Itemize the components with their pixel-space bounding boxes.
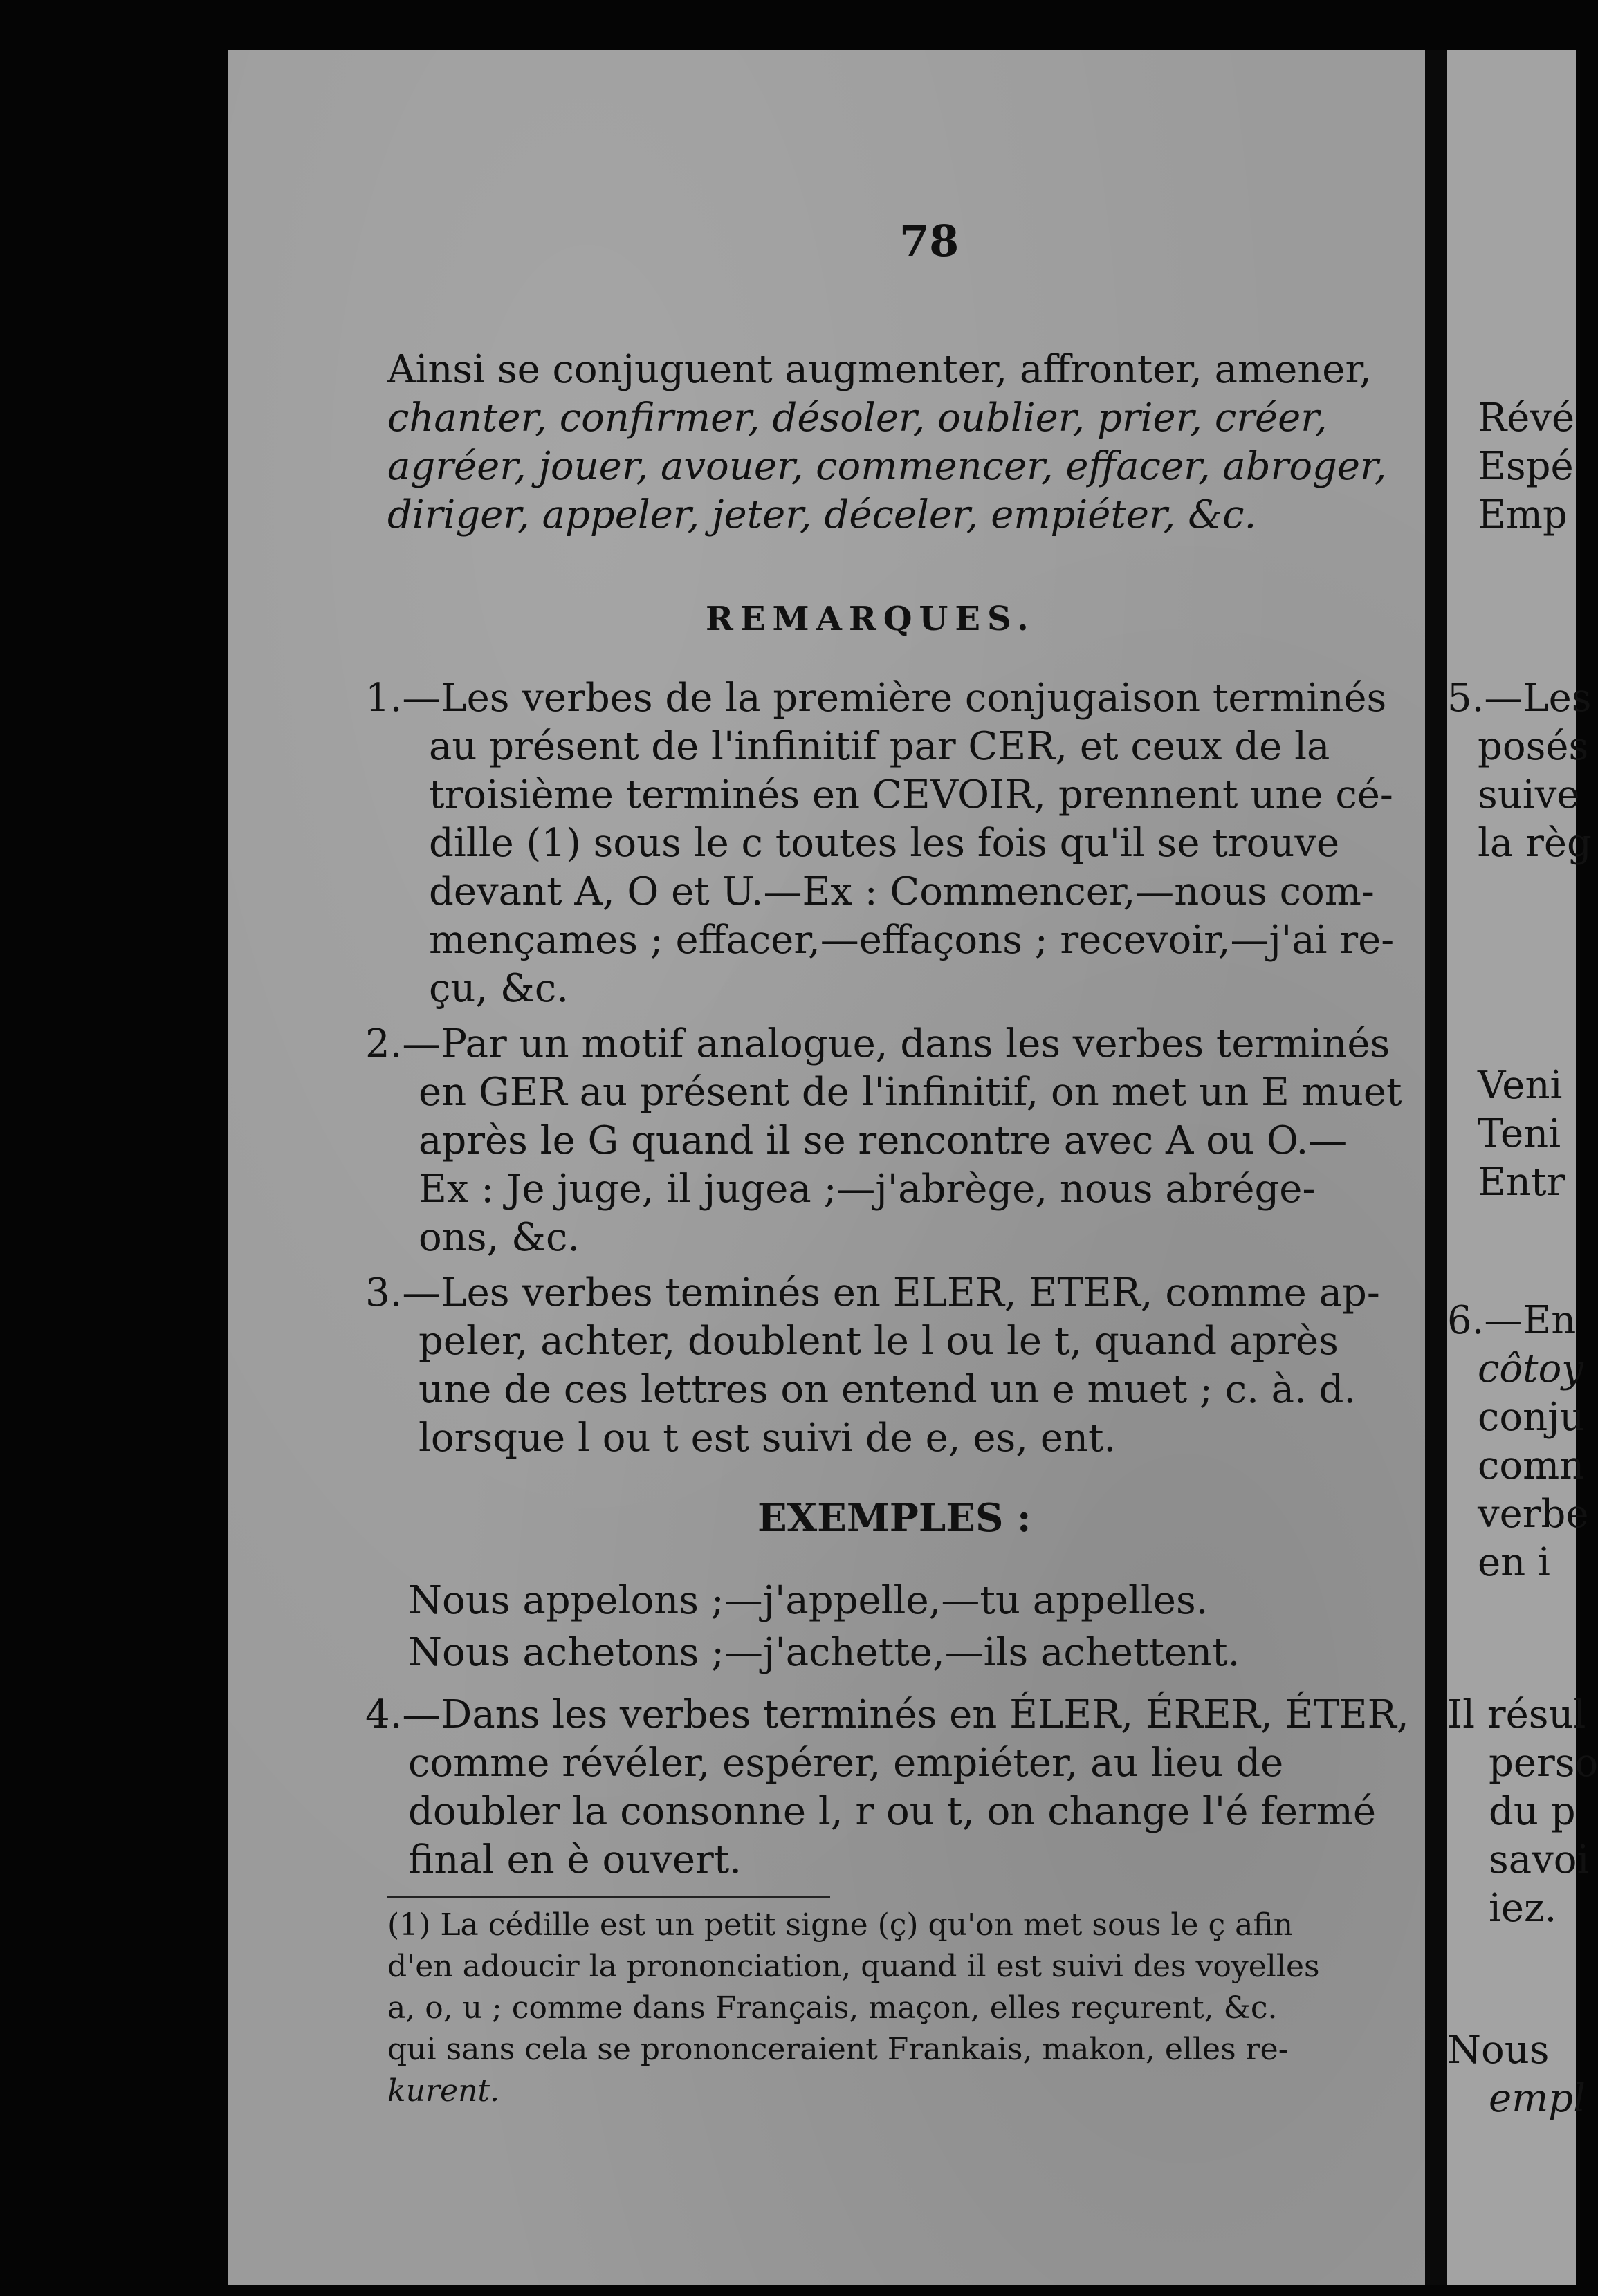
footnote-line-5: kurent. [387, 2073, 500, 2109]
right-fragment-16: en i [1478, 1540, 1550, 1585]
adjacent-page-edge [1447, 50, 1598, 2285]
right-fragment-22: Nous [1447, 2028, 1550, 2073]
remark1-line-3: troisième terminés en CEVOIR, prennent une cé- [429, 772, 1393, 817]
right-fragment-18: perso [1489, 1741, 1598, 1786]
right-fragment-5: posés [1478, 724, 1589, 769]
examples-heading: EXEMPLES : [757, 1495, 1031, 1541]
remark1-line-5: devant A, O et U.—Ex : Commencer,—nous com- [429, 869, 1375, 914]
footnote-line-1: (1) La cédille est un petit signe (ç) qu'on met sous le ç afin [387, 1907, 1294, 1943]
intro-line-3: agréer, jouer, avouer, commencer, effacer, abroger, [387, 444, 1387, 489]
page-number: 78 [899, 216, 959, 266]
right-fragment-11: 6.—En [1447, 1298, 1577, 1343]
remark4-line-1: 4.—Dans les verbes terminés en ÉLER, ÉRER, ÉTER, [365, 1692, 1409, 1737]
footnote-line-4: qui sans cela se prononceraient Frankais, makon, elles re- [387, 2032, 1289, 2067]
remarks-heading: REMARQUES. [706, 600, 1036, 638]
remark1-line-2: au présent de l'infinitif par CER, et ceux de la [429, 724, 1330, 769]
remark3-line-4: lorsque l ou t est suivi de e, es, ent. [419, 1416, 1117, 1461]
right-fragment-17: Il résul [1447, 1692, 1586, 1737]
intro-line-1: Ainsi se conjuguent augmenter, affronter, amener, [387, 347, 1372, 392]
remark2-line-2: en GER au présent de l'infinitif, on met un E muet [419, 1070, 1402, 1115]
remark3-line-3: une de ces lettres on entend un e muet ; c. à. d. [419, 1367, 1357, 1412]
right-fragment-21: iez. [1489, 1886, 1557, 1931]
right-fragment-2: Espé [1478, 444, 1574, 489]
remark2-line-5: ons, &c. [419, 1215, 580, 1260]
right-fragment-15: verbe [1478, 1492, 1589, 1537]
remark3-line-1: 3.—Les verbes teminés en ELER, ETER, comme ap- [365, 1270, 1380, 1315]
right-fragment-4: 5.—Les [1447, 676, 1592, 721]
remark1-line-1: 1.—Les verbes de la première conjugaison terminés [365, 676, 1387, 721]
remark2-line-4: Ex : Je juge, il jugea ;—j'abrège, nous abrége- [419, 1167, 1316, 1212]
example-line-2: Nous achetons ;—j'achette,—ils achettent. [408, 1630, 1240, 1675]
right-fragment-12: côtoy [1478, 1346, 1583, 1391]
intro-line-4: diriger, appeler, jeter, déceler, empiéter, &c. [387, 492, 1257, 537]
right-fragment-19: du p [1489, 1789, 1576, 1834]
remark3-line-2: peler, achter, doublent le l ou le t, quand après [419, 1319, 1339, 1364]
right-fragment-3: Emp [1478, 492, 1568, 537]
remark1-line-4: dille (1) sous le c toutes les fois qu'il se trouve [429, 821, 1340, 866]
right-fragment-23: empl [1489, 2076, 1586, 2121]
right-fragment-1: Révé [1478, 396, 1575, 441]
right-fragment-10: Entr [1478, 1160, 1565, 1205]
footnote-line-2: d'en adoucir la prononciation, quand il est suivi des voyelles [387, 1949, 1320, 1984]
example-line-1: Nous appelons ;—j'appelle,—tu appelles. [408, 1578, 1209, 1623]
right-fragment-8: Veni [1478, 1063, 1563, 1108]
remark2-line-3: après le G quand il se rencontre avec A ou O.— [419, 1118, 1348, 1163]
footnote-line-3: a, o, u ; comme dans Français, maçon, elles reçurent, &c. [387, 1990, 1278, 2026]
page-gutter [1425, 50, 1447, 2285]
right-fragment-6: suive [1478, 772, 1580, 817]
remark4-line-2: comme révéler, espérer, empiéter, au lieu de [408, 1741, 1284, 1786]
remark4-line-4: final en è ouvert. [408, 1837, 742, 1882]
footnote-separator [387, 1896, 830, 1898]
remark4-line-3: doubler la consonne l, r ou t, on change l'é fermé [408, 1789, 1377, 1834]
remark1-line-7: çu, &c. [429, 966, 569, 1011]
book-page [228, 50, 1425, 2285]
right-fragment-13: conju [1478, 1395, 1585, 1440]
intro-line-2: chanter, confirmer, désoler, oublier, prier, créer, [387, 396, 1328, 441]
right-fragment-14: comn [1478, 1443, 1585, 1488]
right-fragment-20: savoi [1489, 1837, 1590, 1882]
remark2-line-1: 2.—Par un motif analogue, dans les verbes terminés [365, 1021, 1390, 1066]
right-fragment-7: la règ [1478, 821, 1592, 866]
remark1-line-6: mençames ; effacer,—effaçons ; recevoir,—j'ai re- [429, 918, 1395, 963]
right-fragment-9: Teni [1478, 1111, 1561, 1156]
